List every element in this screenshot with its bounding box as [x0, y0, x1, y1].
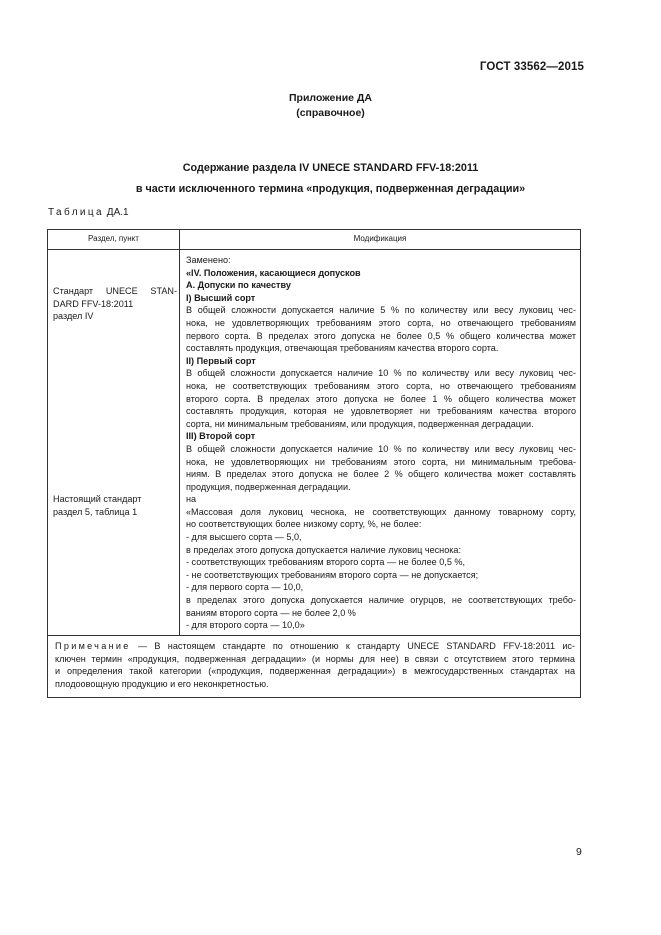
modification-line: В общей сложности допускается наличие 5 % по количеству или весу луковиц чес- — [186, 305, 576, 316]
header-section: Раздел, пункт — [48, 230, 180, 250]
modification-line: нока, не удовлетворяющих требованиям этого сорта, но отвечающего требованиям — [186, 317, 576, 328]
modification-line: «IV. Положения, касающиеся допусков — [186, 267, 361, 278]
table-header-row — [48, 230, 581, 250]
content-title-line2: в части исключенного термина «продукция, подверженная деградации» — [135, 183, 526, 195]
modification-line: но соответствующих более низкому сорту, %, не более: — [186, 519, 422, 530]
modification-line: составлять продукция, которая не удовлетворяет ни требованиям качества второго — [186, 406, 576, 417]
reference-this-line: Настоящий стандарт — [53, 494, 142, 504]
modification-line: В общей сложности допускается наличие 10 % по количеству или весу луковиц чес- — [186, 368, 576, 379]
table-caption-label: Таблица — [48, 207, 105, 218]
page-number: 9 — [576, 846, 582, 858]
content-title — [0, 158, 661, 200]
appendix-heading — [0, 91, 661, 121]
reference-unece-line: Стандарт UNECE STAN- — [53, 286, 177, 296]
modification-line: составлять продукция, отвечающая требованиям качества второго сорта. — [186, 343, 499, 354]
modification-line: нока, не соответствующих требованиям этого сорта, но отвечающего требованиям — [186, 380, 576, 391]
modification-line: - для второго сорта — 10,0» — [186, 620, 305, 631]
modification-line: II) Первый сорт — [186, 355, 256, 366]
modification-line: в пределах этого допуска допускается наличие луковиц чеснока: — [186, 544, 462, 555]
modification-line: нока, не удовлетворяющих ни требованиям этого сорта, ни минимальным требова- — [186, 456, 576, 467]
modification-table — [47, 229, 581, 698]
section-cell — [48, 250, 180, 636]
modification-line: - соответствующих требованиям второго сорта — не более 0,5 %, — [186, 557, 466, 568]
note-line: ключен термин «продукция, подверженная деградации» (и нормы для нее) в связи с отсутствием этого термина — [55, 653, 575, 664]
modification-line: - для первого сорта — 10,0, — [186, 582, 304, 593]
reference-this-line: раздел 5, таблица 1 — [53, 506, 138, 517]
modification-line: Заменено: — [186, 255, 231, 265]
modification-line: сорта, ни минимальным требованиям, или продукция, подверженная деградации. — [186, 418, 534, 429]
table-caption-number: ДА.1 — [106, 207, 129, 218]
table-row — [48, 250, 581, 636]
note-text: — В настоящем стандарте по отношению к стандарту UNECE STANDARD FFV-18:2011 ис- — [130, 640, 575, 651]
note-row — [48, 635, 581, 697]
modification-line: А. Допуски по качеству — [186, 280, 291, 291]
header-modification: Модификация — [180, 230, 581, 250]
modification-line: ниям. В пределах этого допуска не более 2 % общего количества может составлять — [186, 469, 576, 480]
note-cell — [48, 635, 581, 697]
modification-line: в пределах этого допуска допускается наличие огурцов, не соответствующих требо- — [186, 595, 576, 606]
modification-line: ваниям второго сорта — не более 2,0 % — [186, 607, 356, 618]
table-caption — [48, 207, 129, 218]
reference-unece-line: DARD FFV-18:2011 — [53, 298, 134, 309]
modification-line: I) Высший сорт — [186, 292, 256, 303]
modification-line: на — [186, 494, 197, 505]
reference-this-standard — [53, 493, 177, 518]
note-line — [55, 640, 575, 653]
modification-line: - для высшего сорта — 5,0, — [186, 532, 302, 543]
modification-line: - не соответствующих требованиям второго сорта — не допускается; — [186, 569, 479, 580]
reference-unece — [53, 285, 177, 323]
modification-cell — [180, 250, 581, 636]
note-line: плодоовощную продукцию и его неконкретностью. — [55, 678, 269, 689]
modification-line: второго сорта. В пределах этого допуска не более 1 % общего количества может — [186, 393, 576, 404]
appendix-title: Приложение ДА — [289, 92, 372, 104]
modification-line: продукция, подверженная деградации. — [186, 481, 351, 492]
modification-line: В общей сложности допускается наличие 10 % по количеству или весу луковиц чес- — [186, 443, 576, 454]
reference-unece-line: раздел IV — [53, 311, 94, 322]
content-title-line1: Содержание раздела IV UNECE STANDARD FFV-18:2011 — [182, 162, 479, 174]
document-code: ГОСТ 33562—2015 — [479, 61, 584, 73]
note-line: и определения такой категории («продукция, подверженная деградации») в межгосударственных стандартах на — [55, 666, 575, 677]
note-label: Примечание — [55, 640, 131, 651]
modification-line: первого сорта. В пределах этого допуска не более 0,5 % общего количества может — [186, 330, 576, 341]
modification-line: III) Второй сорт — [186, 431, 256, 442]
modification-line: «Массовая доля луковиц чеснока, не соответствующих данному товарному сорту, — [186, 506, 576, 517]
appendix-subtitle: (справочное) — [296, 107, 365, 119]
